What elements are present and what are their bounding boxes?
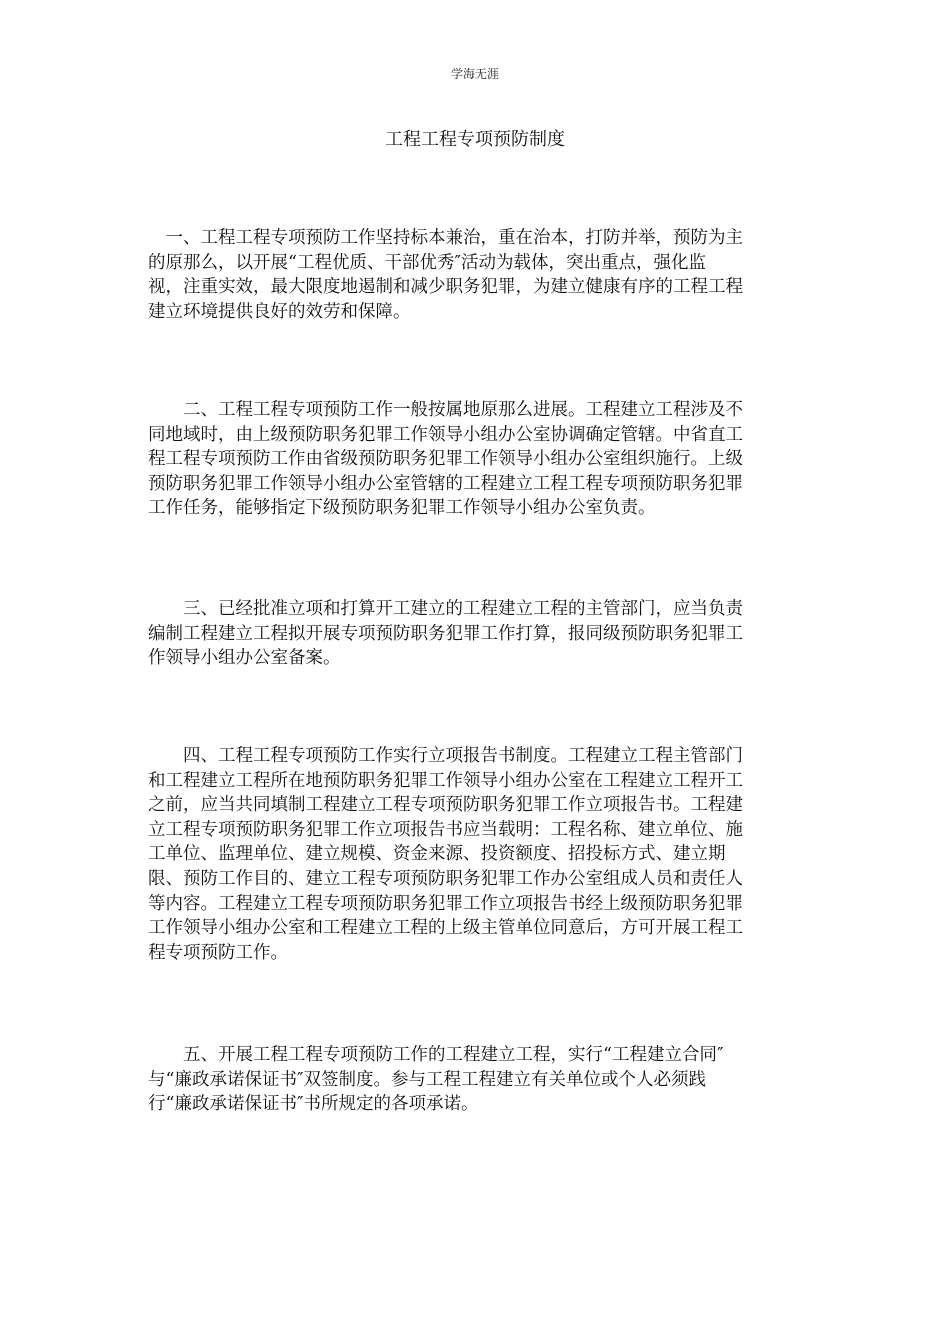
paragraph-line: 编制工程建立工程拟开展专项预防职务犯罪工作打算，报同级预防职务犯罪工 — [148, 623, 743, 644]
paragraph-line: 工作任务，能够指定下级预防职务犯罪工作领导小组办公室负责。 — [148, 498, 656, 519]
paragraph-5 — [148, 1043, 804, 1117]
paragraph-line: 程工程专项预防工作由省级预防职务犯罪工作领导小组办公室组织施行。上级 — [148, 449, 743, 470]
paragraph-line: 作领导小组办公室备案。 — [148, 648, 341, 669]
paragraph-line: 视，注重实效，最大限度地遏制和减少职务犯罪，为建立健康有序的工程工程 — [148, 277, 743, 298]
paragraph-line: 行“廉政承诺保证书″书所规定的各项承诺。 — [148, 1094, 479, 1115]
paragraph-line: 立工程专项预防职务犯罪工作立项报告书应当载明：工程名称、建立单位、施 — [148, 819, 743, 840]
paragraph-line: 限、预防工作目的、建立工程专项预防职务犯罪工作办公室组成人员和责任人 — [148, 868, 743, 889]
paragraph-line: 与“廉政承诺保证书″双签制度。参与工程工程建立有关单位或个人必须践 — [148, 1069, 706, 1090]
paragraph-line: 工单位、监理单位、建立规模、资金来源、投资额度、招投标方式、建立期 — [148, 844, 726, 865]
paragraph-line: 三、已经批准立项和打算开工建立的工程建立工程的主管部门，应当负责 — [148, 599, 743, 619]
paragraph-2 — [148, 398, 804, 521]
paragraph-3 — [148, 597, 804, 671]
page-header: 学海无涯 — [450, 67, 499, 81]
paragraph-line: 的原那么，以开展“工程优质、干部优秀″活动为载体，突出重点，强化监 — [148, 252, 706, 273]
paragraph-line: 一、工程工程专项预防工作坚持标本兼治，重在治本，打防并举，预防为主 — [148, 228, 743, 248]
paragraph-line: 同地域时，由上级预防职务犯罪工作领导小组办公室协调确定管辖。中省直工 — [148, 424, 743, 445]
paragraph-line: 预防职务犯罪工作领导小组办公室管辖的工程建立工程工程专项预防职务犯罪 — [148, 473, 743, 494]
document-title: 工程工程专项预防制度 — [385, 129, 565, 150]
paragraph-line: 程专项预防工作。 — [148, 942, 288, 963]
paragraph-line: 二、工程工程专项预防工作一般按属地原那么进展。工程建立工程涉及不 — [148, 400, 743, 420]
paragraph-line: 建立环境提供良好的效劳和保障。 — [148, 301, 411, 322]
paragraph-line: 五、开展工程工程专项预防工作的工程建立工程，实行“工程建立合同″ — [148, 1045, 724, 1065]
paragraph-line: 工作领导小组办公室和工程建立工程的上级主管单位同意后，方可开展工程工 — [148, 918, 743, 939]
paragraph-4 — [148, 744, 804, 965]
paragraph-line: 和工程建立工程所在地预防职务犯罪工作领导小组办公室在工程建立工程开工 — [148, 770, 743, 791]
paragraph-1 — [148, 226, 804, 324]
paragraph-line: 之前，应当共同填制工程建立工程专项预防职务犯罪工作立项报告书。工程建 — [148, 795, 743, 816]
paragraph-line: 等内容。工程建立工程专项预防职务犯罪工作立项报告书经上级预防职务犯罪 — [148, 893, 743, 914]
paragraph-line: 四、工程工程专项预防工作实行立项报告书制度。工程建立工程主管部门 — [148, 746, 743, 766]
